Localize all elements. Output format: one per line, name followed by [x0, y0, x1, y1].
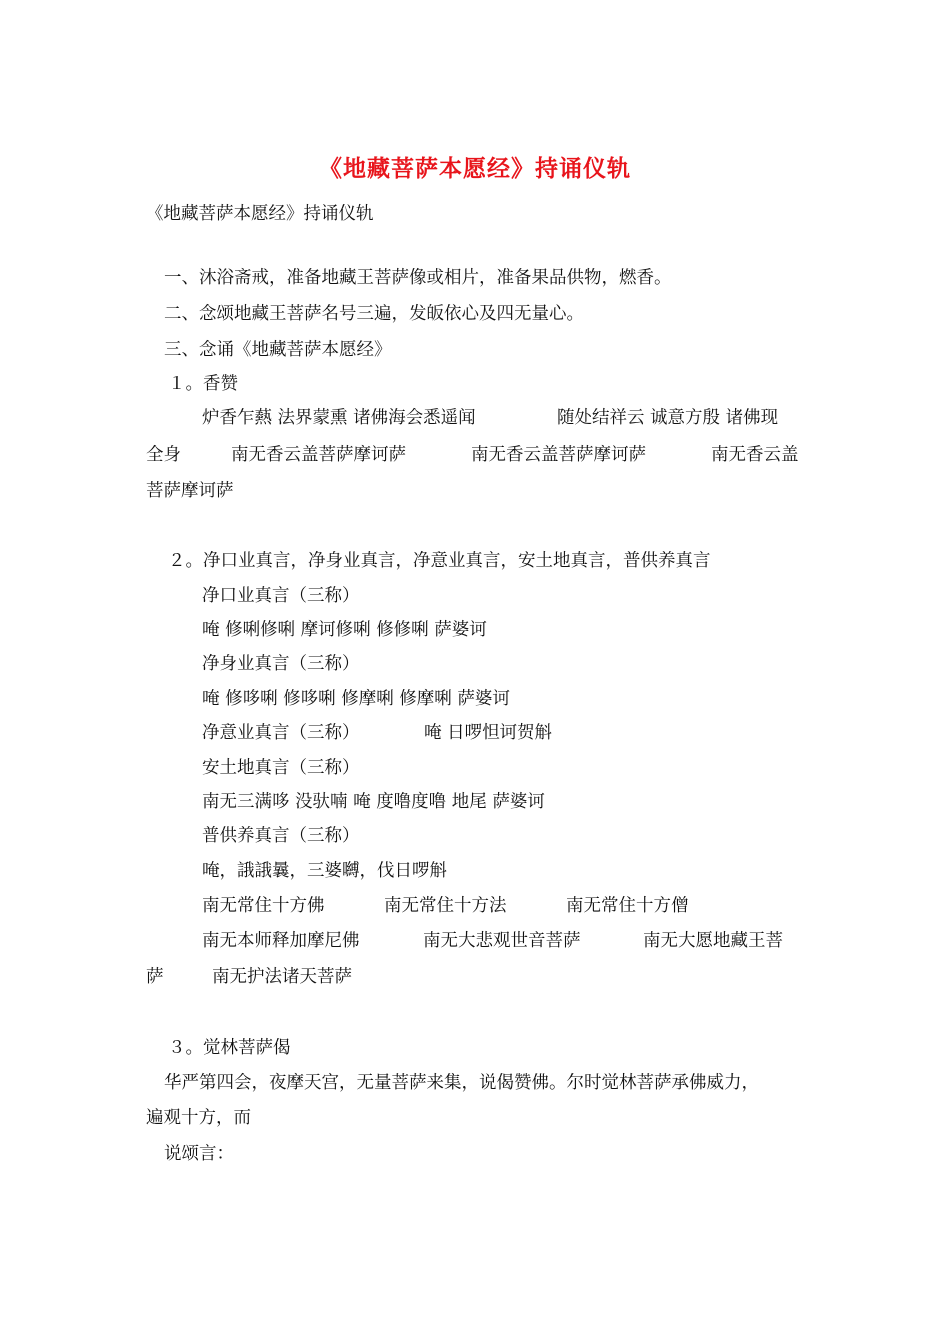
section-3-heading: ３。觉林菩萨偈	[168, 1038, 291, 1058]
gatha-intro-line-3: 说颂言：	[164, 1144, 234, 1164]
refuge-line-2a: 南无本师释加摩尼佛	[202, 931, 360, 951]
step-2: 二、念颂地藏王菩萨名号三遍，发皈依心及四无量心。	[164, 304, 584, 324]
refuge-line-1a: 南无常住十方佛	[202, 896, 325, 916]
step-3: 三、念诵《地藏菩萨本愿经》	[164, 340, 392, 360]
mantra-2-text: 唵 修哆唎 修哆唎 修摩唎 修摩唎 萨婆诃	[202, 689, 510, 709]
mantra-4-title: 安土地真言（三称）	[202, 758, 360, 778]
incense-praise-line-1a: 炉香乍爇 法界蒙熏 诸佛海会悉遥闻	[202, 408, 476, 428]
step-1: 一、沐浴斋戒，准备地藏王菩萨像或相片，准备果品供物，燃香。	[164, 268, 672, 288]
document-title: 《地藏菩萨本愿经》持诵仪轨	[319, 155, 631, 182]
mantra-4-text: 南无三满哆 没驮喃 唵 度噜度噜 地尾 萨婆诃	[202, 792, 545, 812]
mantra-5-text: 唵，誐誐曩，三婆嚩，伐日啰斛	[202, 861, 447, 881]
refuge-line-1b: 南无常住十方法	[384, 896, 507, 916]
gatha-intro-line-2: 遍观十方，而	[146, 1108, 251, 1128]
refuge-line-1c: 南无常住十方僧	[566, 896, 689, 916]
gatha-intro-line-1: 华严第四会，夜摩天宫，无量菩萨来集，说偈赞佛。尔时觉林菩萨承佛威力，	[164, 1073, 759, 1093]
refuge-line-3a: 萨	[146, 967, 164, 987]
incense-praise-line-2a: 全身	[146, 445, 181, 465]
incense-praise-line-1b: 随处结祥云 诚意方殷 诸佛现	[557, 408, 779, 428]
section-1-heading: １。香赞	[168, 374, 238, 394]
refuge-line-2b: 南无大悲观世音菩萨	[423, 931, 581, 951]
incense-praise-line-2b: 南无香云盖菩萨摩诃萨	[231, 445, 406, 465]
section-2-heading: ２。净口业真言，净身业真言，净意业真言，安土地真言，普供养真言	[168, 551, 711, 571]
mantra-2-title: 净身业真言（三称）	[202, 654, 360, 674]
incense-praise-line-2d: 南无香云盖	[711, 445, 799, 465]
incense-praise-line-3: 菩萨摩诃萨	[146, 481, 234, 501]
refuge-line-3b: 南无护法诸天菩萨	[212, 967, 352, 987]
mantra-5-title: 普供养真言（三称）	[202, 826, 360, 846]
mantra-3-title: 净意业真言（三称）	[202, 723, 360, 743]
mantra-1-text: 唵 修唎修唎 摩诃修唎 修修唎 萨婆诃	[202, 620, 487, 640]
refuge-line-2c: 南无大愿地藏王菩	[643, 931, 783, 951]
mantra-1-title: 净口业真言（三称）	[202, 586, 360, 606]
document-subtitle: 《地藏菩萨本愿经》持诵仪轨	[146, 204, 374, 224]
incense-praise-line-2c: 南无香云盖菩萨摩诃萨	[471, 445, 646, 465]
mantra-3-text: 唵 日啰怛诃贺斛	[424, 723, 553, 743]
